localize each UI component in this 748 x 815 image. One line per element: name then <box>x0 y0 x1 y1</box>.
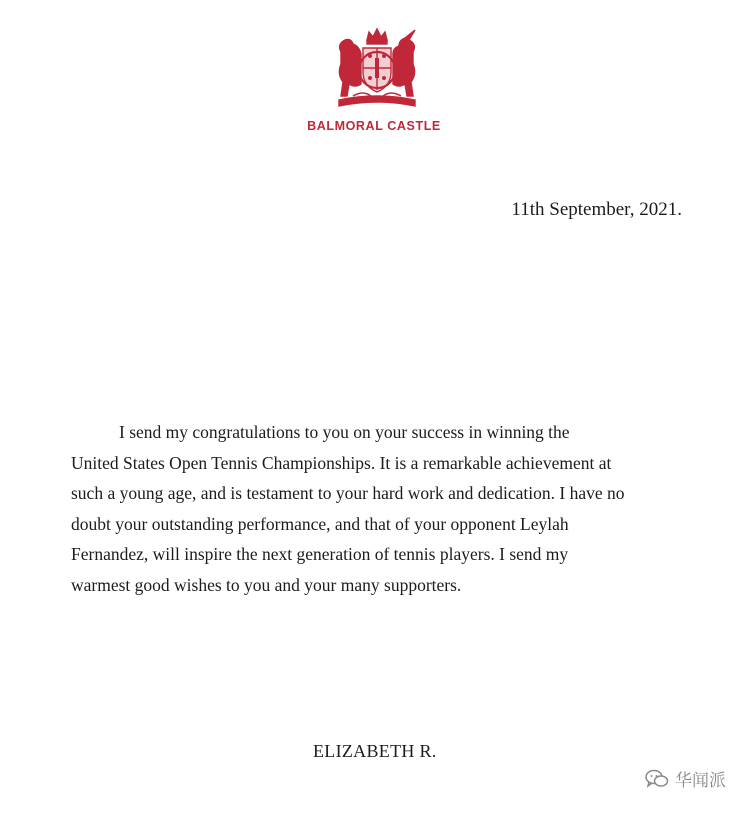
watermark-text: 华闻派 <box>675 771 726 791</box>
watermark <box>645 766 726 791</box>
body-line: doubt your outstanding performance, and that of your opponent Leylah <box>71 513 569 534</box>
body-line: I send my congratulations to you on your success in winning the <box>119 422 570 442</box>
letterhead-address: BALMORAL CASTLE <box>307 119 441 133</box>
letter-date: 11th September, 2021. <box>511 199 682 220</box>
signature: ELIZABETH R. <box>313 741 437 761</box>
letter-body <box>71 417 691 600</box>
body-line: Fernandez, will inspire the next generation of tennis players. I send my <box>71 544 569 564</box>
body-line: United States Open Tennis Championships. It is a remarkable achievement at <box>71 452 612 473</box>
wechat-icon <box>645 769 669 789</box>
body-line: such a young age, and is testament to your hard work and dedication. I have no <box>71 483 625 503</box>
body-line: warmest good wishes to you and your many supporters. <box>71 574 462 595</box>
royal-coat-of-arms-icon <box>333 26 421 110</box>
